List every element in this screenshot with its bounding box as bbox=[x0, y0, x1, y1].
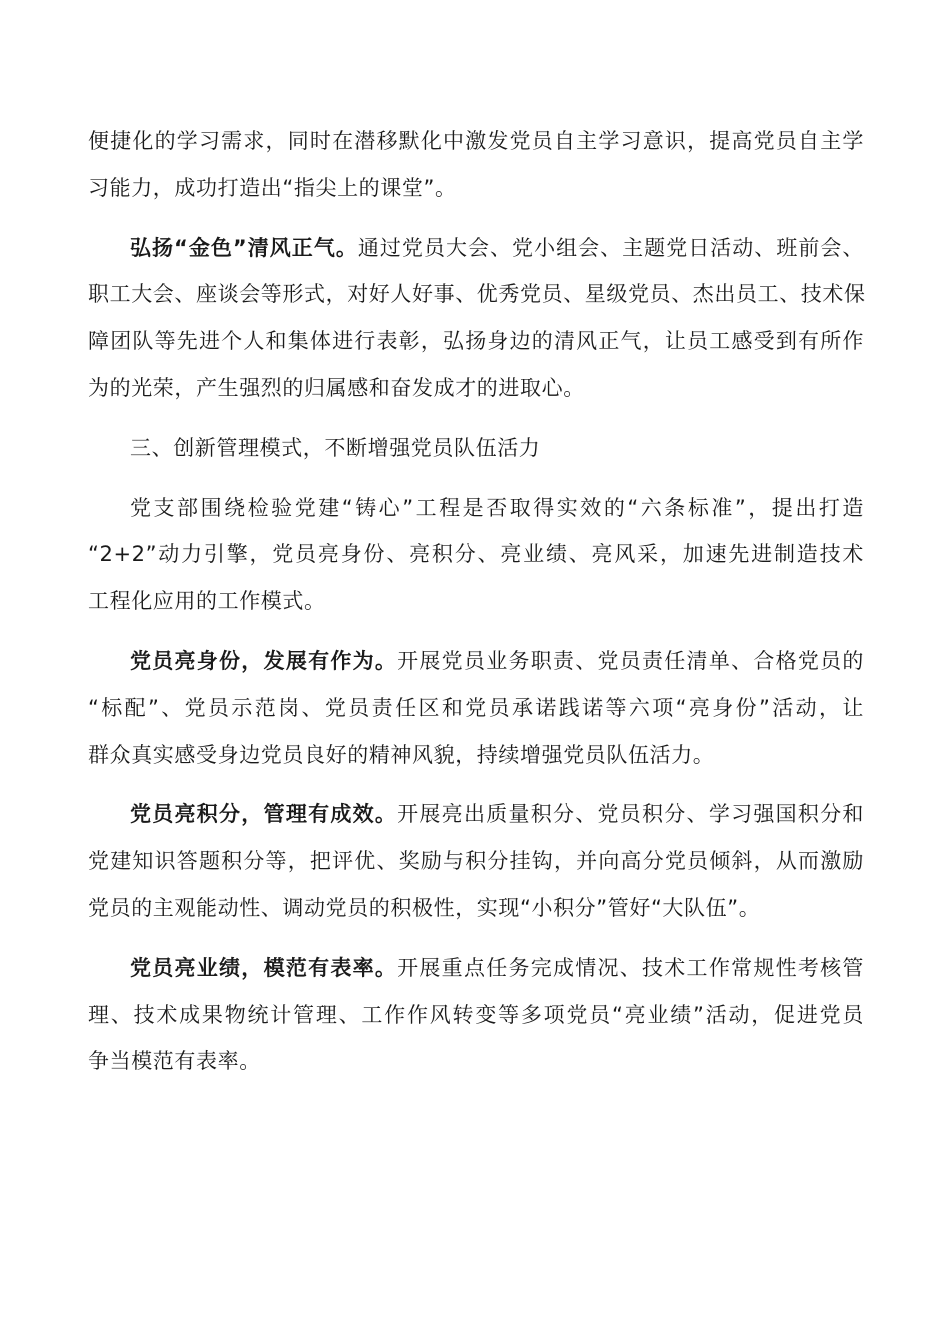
paragraph-lead: 党员亮身份，发展有作为。 bbox=[130, 648, 398, 673]
text-line: “标配”、党员示范岗、党员责任区和党员承诺践诺等六项“亮身份”活动，让 bbox=[88, 695, 864, 720]
paragraph-points bbox=[88, 791, 864, 931]
text-line: 为的光荣，产生强烈的归属感和奋发成才的进取心。 bbox=[88, 375, 585, 400]
paragraph-branch bbox=[88, 485, 864, 625]
paragraph-intro bbox=[88, 118, 864, 212]
text-run: 开展党员业务职责、党员责任清单、合格党员的 bbox=[397, 648, 864, 673]
text-line: 理、技术成果物统计管理、工作作风转变等多项党员“亮业绩”活动，促进党员 bbox=[88, 1002, 864, 1027]
text-run: 开展亮出质量积分、党员积分、学习强国积分和 bbox=[397, 802, 864, 827]
text-line: 职工大会、座谈会等形式，对好人好事、优秀党员、星级党员、杰出员工、技术保 bbox=[88, 282, 866, 307]
text-line bbox=[88, 945, 864, 992]
text-line: 障团队等先进个人和集体进行表彰，弘扬身边的清风正气，让员工感受到有所作 bbox=[88, 329, 864, 354]
paragraph-lead: 党员亮业绩，模范有表率。 bbox=[130, 955, 398, 980]
paragraph-lead: 弘扬“金色”清风正气。 bbox=[130, 235, 358, 260]
section-heading bbox=[88, 425, 864, 472]
document-page bbox=[88, 118, 864, 1085]
paragraph-golden bbox=[88, 225, 864, 412]
text-line bbox=[88, 225, 864, 272]
paragraph-identity bbox=[88, 638, 864, 778]
text-line bbox=[88, 638, 864, 685]
text-line: 工程化应用的工作模式。 bbox=[88, 589, 326, 614]
text-line: 群众真实感受身边党员良好的精神风貌，持续增强党员队伍活力。 bbox=[88, 742, 715, 767]
text-line: 习能力，成功打造出“指尖上的课堂”。 bbox=[88, 175, 457, 200]
text-line: 党支部围绕检验党建“铸心”工程是否取得实效的“六条标准”，提出打造 bbox=[130, 495, 864, 520]
paragraph-performance bbox=[88, 945, 864, 1085]
section-heading-text: 三、创新管理模式，不断增强党员队伍活力 bbox=[130, 435, 541, 460]
text-line: 党建知识答题积分等，把评优、奖励与积分挂钩，并向高分党员倾斜，从而激励 bbox=[88, 849, 864, 874]
text-run: 开展重点任务完成情况、技术工作常规性考核管 bbox=[397, 955, 864, 980]
paragraph-lead: 党员亮积分，管理有成效。 bbox=[130, 802, 398, 827]
text-line: 争当模范有表率。 bbox=[88, 1049, 261, 1074]
text-line: “2+2”动力引擎，党员亮身份、亮积分、亮业绩、亮风采，加速先进制造技术 bbox=[88, 542, 864, 567]
text-line: 便捷化的学习需求，同时在潜移默化中激发党员自主学习意识，提高党员自主学 bbox=[88, 129, 864, 153]
text-line: 党员的主观能动性、调动党员的积极性，实现“小积分”管好“大队伍”。 bbox=[88, 895, 761, 920]
text-run: 通过党员大会、党小组会、主题党日活动、班前会、 bbox=[357, 235, 864, 260]
text-line bbox=[88, 791, 864, 838]
